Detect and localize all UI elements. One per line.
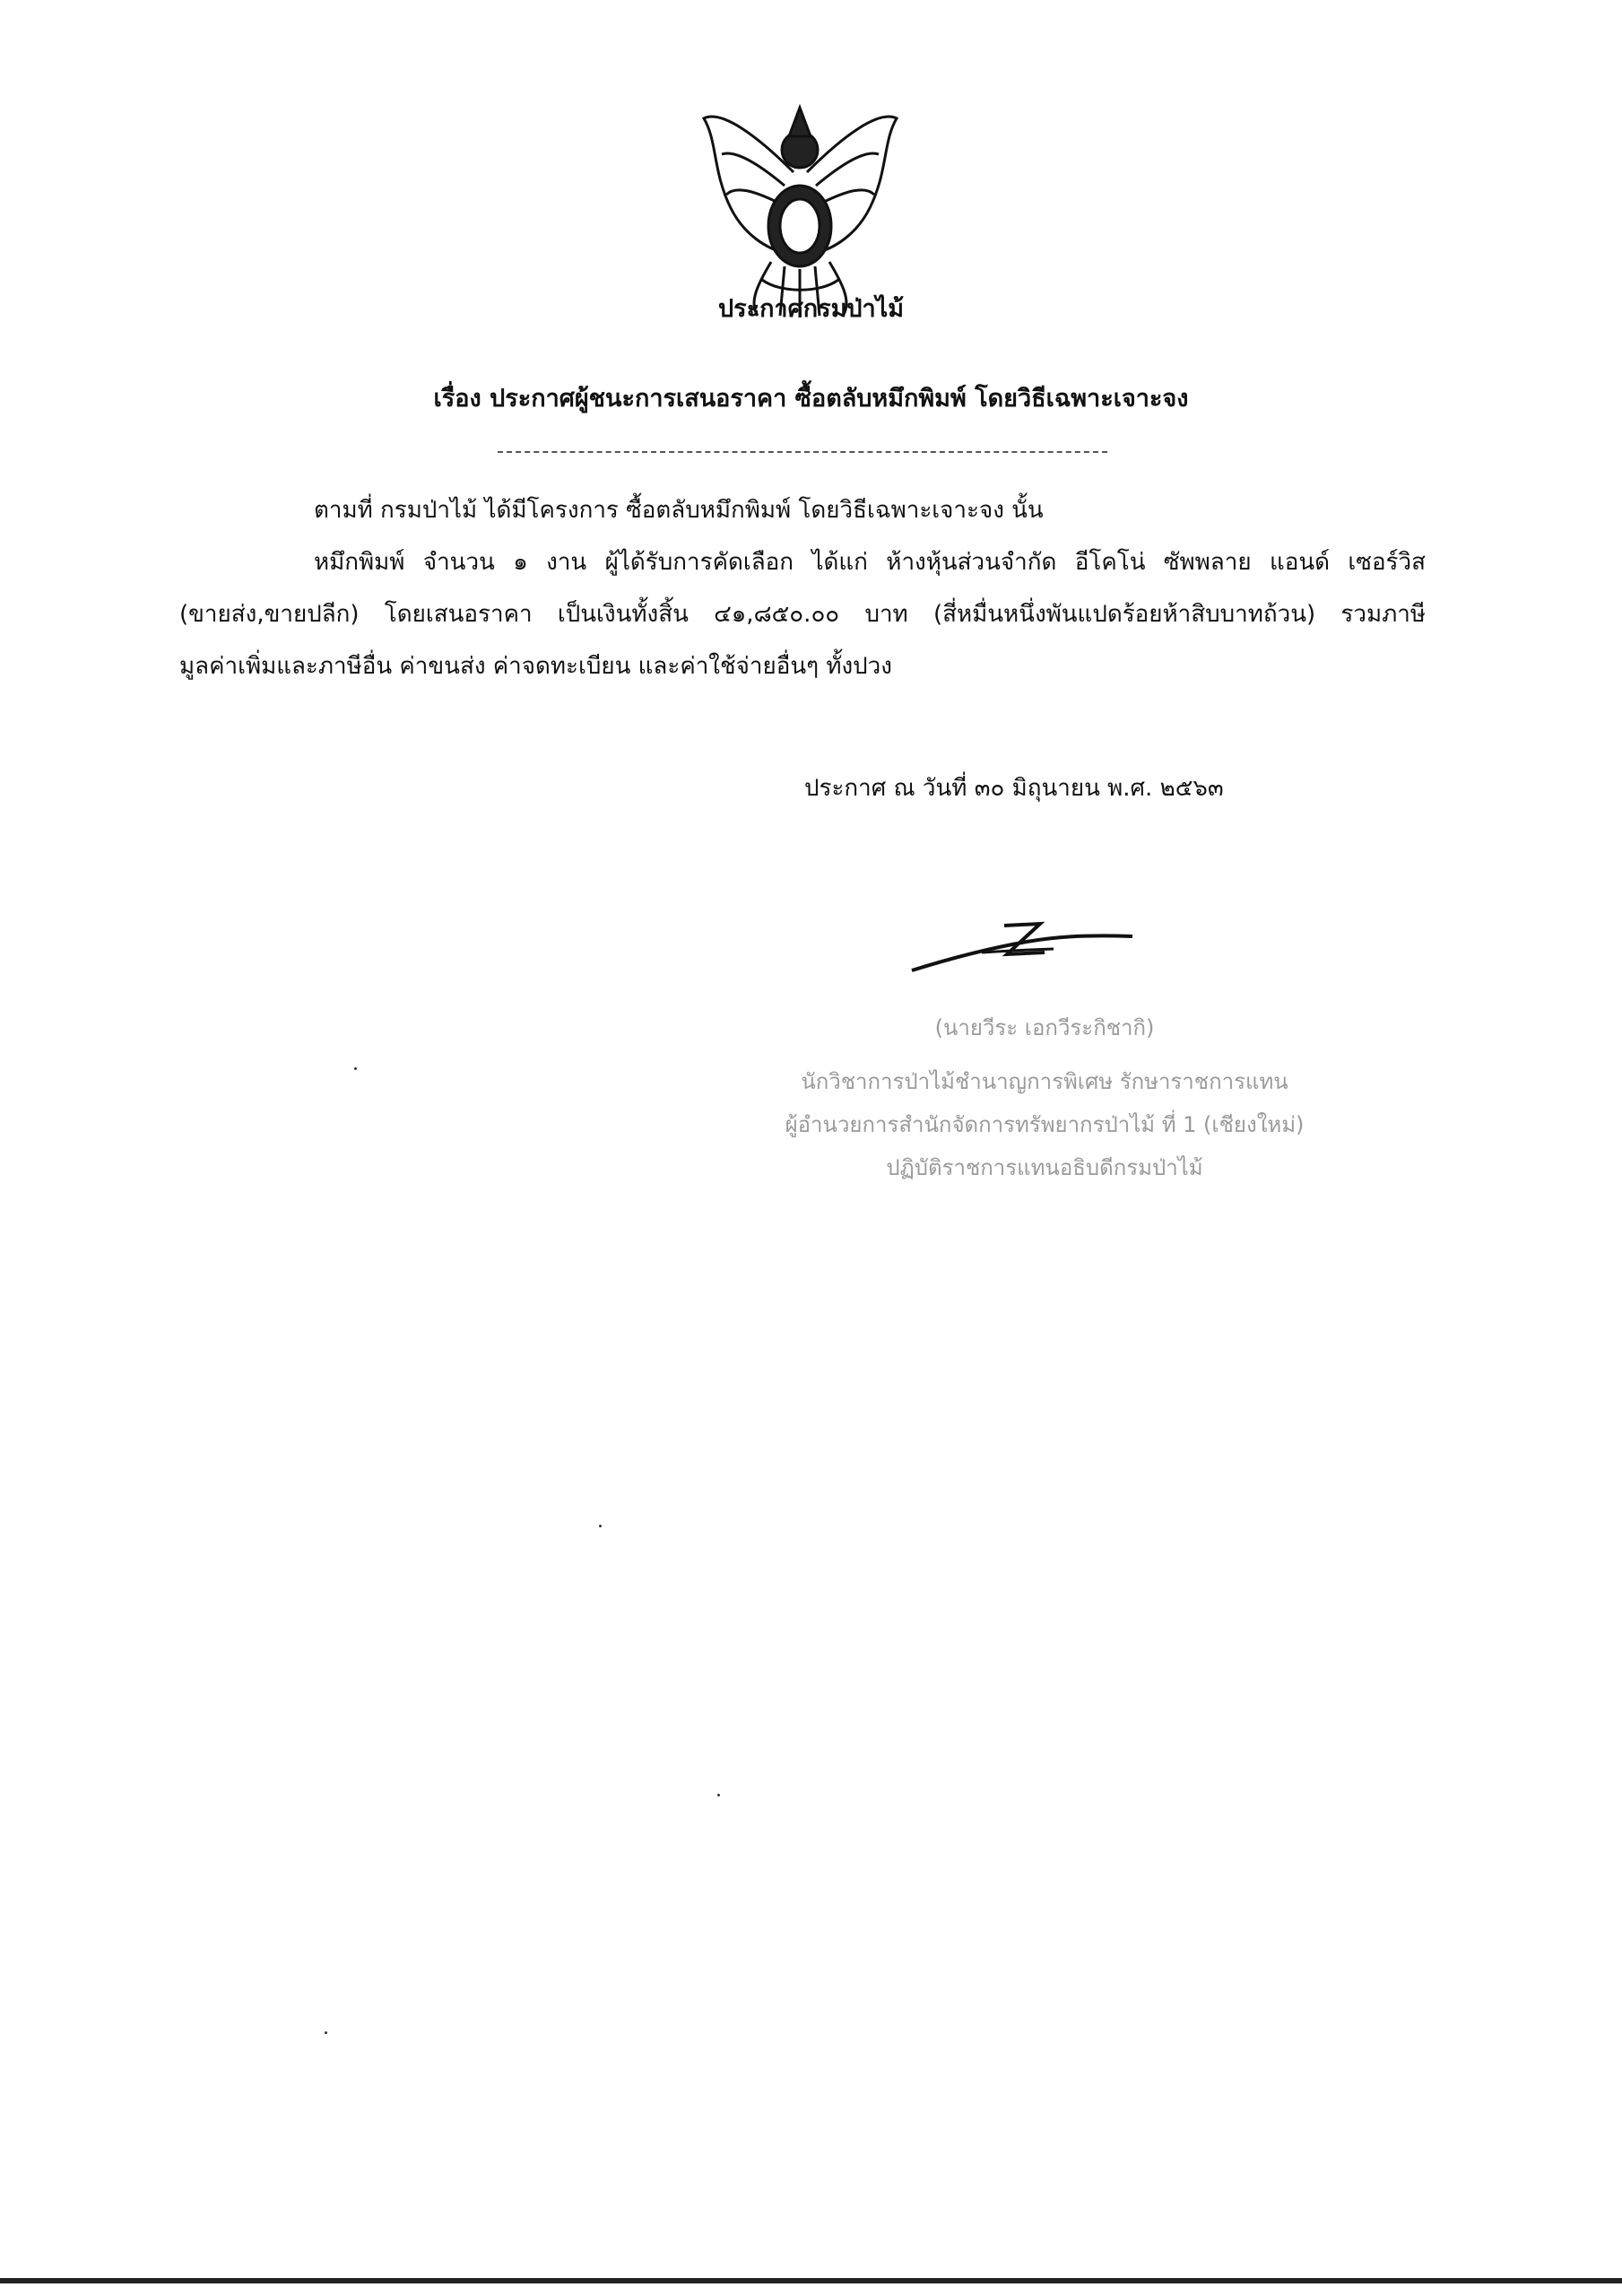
signatory-position-3: ปฏิบัติราชการแทนอธิบดีกรมป่าไม้ bbox=[886, 1155, 1203, 1180]
signatory-name: (นายวีระ เอกวีระกิชากิ) bbox=[934, 1015, 1155, 1040]
scan-speck bbox=[354, 1067, 357, 1070]
scan-speck bbox=[717, 1794, 720, 1796]
announce-date: ประกาศ ณ วันที่ ๓๐ มิถุนายน พ.ศ. ๒๕๖๓ bbox=[804, 775, 1224, 802]
signature bbox=[901, 908, 1143, 988]
title-divider bbox=[498, 451, 1107, 453]
body-line-1: ตามที่ กรมป่าไม้ ได้มีโครงการ ซื้อตลับหมึกพิมพ์ โดยวิธีเฉพาะเจาะจง นั้น bbox=[314, 497, 1044, 524]
scan-speck bbox=[325, 2031, 327, 2034]
signatory-position-2: ผู้อำนวยการสำนักจัดการทรัพยากรป่าไม้ ที่ 1 (เชียงใหม่) bbox=[785, 1112, 1305, 1137]
garuda-emblem bbox=[695, 100, 906, 320]
scan-speck bbox=[599, 1525, 602, 1527]
signatory-position-1: นักวิชาการป่าไม้ชำนาญการพิเศษ รักษาราชการแทน bbox=[801, 1069, 1288, 1094]
scan-edge-line bbox=[0, 2278, 1622, 2283]
body-line-4: มูลค่าเพิ่มและภาษีอื่น ค่าขนส่ง ค่าจดทะเบียน และค่าใช้จ่ายอื่นๆ ทั้งปวง bbox=[179, 653, 892, 680]
body-line-3: (ขายส่ง,ขายปลีก) โดยเสนอราคา เป็นเงินทั้งสิ้น ๔๑,๘๕๐.๐๐ บาท (สี่หมื่นหนึ่งพันแปดร้อยห้าสิบบาทถ้วน) รวมภาษี bbox=[179, 601, 1426, 628]
body-line-2: หมึกพิมพ์ จำนวน ๑ งาน ผู้ได้รับการคัดเลือก ได้แก่ ห้างหุ้นส่วนจำกัด อีโคโน่ ซัพพลาย แอนด์ เซอร์วิส bbox=[314, 549, 1426, 576]
document-title: ประกาศกรมป่าไม้ bbox=[717, 295, 905, 323]
document-subject: เรื่อง ประกาศผู้ชนะการเสนอราคา ซื้อตลับหมึกพิมพ์ โดยวิธีเฉพาะเจาะจง bbox=[433, 385, 1189, 413]
